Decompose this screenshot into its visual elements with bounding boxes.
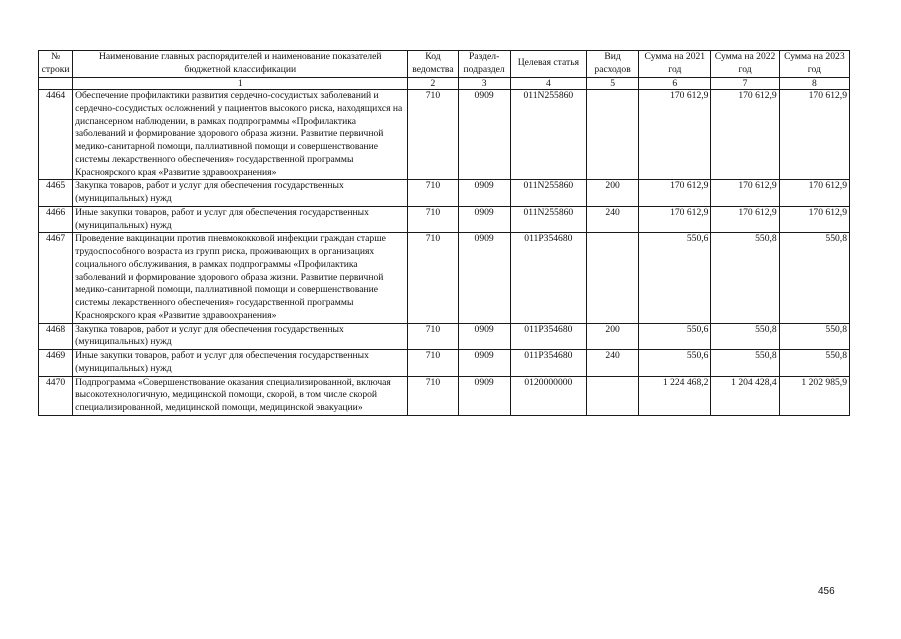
sum-2021: 170 612,9	[639, 180, 711, 207]
target-item: 011N255860	[510, 206, 586, 233]
row-number: 4470	[39, 376, 73, 415]
row-name: Закупка товаров, работ и услуг для обеспечения государственных (муниципальных) нужд	[73, 323, 408, 350]
header-section: Раздел-подраздел	[458, 51, 510, 78]
header-target-item: Целевая статья	[510, 51, 586, 78]
row-name: Проведение вакцинации против пневмококковой инфекции граждан старше трудоспособного возраста из групп риска, проживающих в организациях социального обслуживания, в рамках подпрограммы «Профилактика заболеваний и формирование здорового образа жизни. Развитие первичной медико-санитарной помощи, паллиативной помощи и совершенствование системы лекарственного обеспечения» государственной программы Красноярского края «Развитие здравоохранения»	[73, 233, 408, 323]
target-item: 011N255860	[510, 180, 586, 207]
column-number: 5	[587, 77, 639, 90]
budget-table	[38, 50, 850, 416]
column-number: 6	[639, 77, 711, 90]
header-sum-2022: Сумма на 2022 год	[711, 51, 779, 78]
header-sum-2023: Сумма на 2023 год	[779, 51, 849, 78]
sum-2023: 550,8	[779, 350, 849, 377]
table-row	[39, 323, 850, 350]
sum-2023: 550,8	[779, 323, 849, 350]
sum-2022: 170 612,9	[711, 180, 779, 207]
sum-2022: 1 204 428,4	[711, 376, 779, 415]
column-number-row	[39, 77, 850, 90]
header-department-code: Код ведомства	[408, 51, 458, 78]
target-item: 011N255860	[510, 90, 586, 180]
sum-2022: 550,8	[711, 323, 779, 350]
expense-type	[587, 233, 639, 323]
sum-2022: 550,8	[711, 233, 779, 323]
sum-2023: 550,8	[779, 233, 849, 323]
sum-2023: 170 612,9	[779, 206, 849, 233]
section-code: 0909	[458, 350, 510, 377]
row-name: Иные закупки товаров, работ и услуг для обеспечения государственных (муниципальных) нужд	[73, 350, 408, 377]
header-row	[39, 51, 850, 78]
section-code: 0909	[458, 376, 510, 415]
table-row	[39, 233, 850, 323]
sum-2022: 170 612,9	[711, 90, 779, 180]
header-expense-type: Вид расходов	[587, 51, 639, 78]
row-name: Подпрограмма «Совершенствование оказания специализированной, включая высокотехнологичную, медицинской помощи, скорой, в том числе скорой специализированной, медицинской помощи, медицинской эвакуации»	[73, 376, 408, 415]
department-code: 710	[408, 233, 458, 323]
sum-2021: 1 224 468,2	[639, 376, 711, 415]
row-number: 4465	[39, 180, 73, 207]
sum-2021: 550,6	[639, 233, 711, 323]
table-row	[39, 376, 850, 415]
header-name: Наименование главных распорядителей и наименование показателей бюджетной классификации	[73, 51, 408, 78]
department-code: 710	[408, 350, 458, 377]
target-item: 0120000000	[510, 376, 586, 415]
header-sum-2021: Сумма на 2021 год	[639, 51, 711, 78]
row-number: 4468	[39, 323, 73, 350]
sum-2023: 1 202 985,9	[779, 376, 849, 415]
section-code: 0909	[458, 233, 510, 323]
expense-type	[587, 90, 639, 180]
sum-2022: 170 612,9	[711, 206, 779, 233]
table-row	[39, 206, 850, 233]
department-code: 710	[408, 323, 458, 350]
row-number: 4467	[39, 233, 73, 323]
department-code: 710	[408, 376, 458, 415]
row-name: Обеспечение профилактики развития сердечно-сосудистых заболеваний и сердечно-сосудистых осложнений у пациентов высокого риска, находящихся на диспансерном наблюдении, в рамках подпрограммы «Профилактика заболеваний и формирование здорового образа жизни. Развитие первичной медико-санитарной помощи, паллиативной помощи и совершенствование системы лекарственного обеспечения» государственной программы Красноярского края «Развитие здравоохранения»	[73, 90, 408, 180]
sum-2023: 170 612,9	[779, 90, 849, 180]
table-header	[39, 51, 850, 90]
expense-type: 240	[587, 350, 639, 377]
section-code: 0909	[458, 180, 510, 207]
table-body	[39, 90, 850, 416]
expense-type: 200	[587, 323, 639, 350]
sum-2022: 550,8	[711, 350, 779, 377]
column-number: 1	[73, 77, 408, 90]
column-number: 8	[779, 77, 849, 90]
section-code: 0909	[458, 90, 510, 180]
table-row	[39, 180, 850, 207]
column-number	[39, 77, 73, 90]
column-number: 2	[408, 77, 458, 90]
row-name: Иные закупки товаров, работ и услуг для обеспечения государственных (муниципальных) нужд	[73, 206, 408, 233]
page-number: 456	[818, 586, 835, 597]
section-code: 0909	[458, 206, 510, 233]
sum-2021: 550,6	[639, 350, 711, 377]
sum-2023: 170 612,9	[779, 180, 849, 207]
expense-type: 240	[587, 206, 639, 233]
table-row	[39, 350, 850, 377]
department-code: 710	[408, 180, 458, 207]
department-code: 710	[408, 206, 458, 233]
expense-type: 200	[587, 180, 639, 207]
department-code: 710	[408, 90, 458, 180]
row-number: 4469	[39, 350, 73, 377]
column-number: 4	[510, 77, 586, 90]
column-number: 7	[711, 77, 779, 90]
sum-2021: 170 612,9	[639, 206, 711, 233]
sum-2021: 170 612,9	[639, 90, 711, 180]
target-item: 011P354680	[510, 233, 586, 323]
sum-2021: 550,6	[639, 323, 711, 350]
row-number: 4464	[39, 90, 73, 180]
table-row	[39, 90, 850, 180]
target-item: 011P354680	[510, 350, 586, 377]
header-row-number: № строки	[39, 51, 73, 78]
row-number: 4466	[39, 206, 73, 233]
column-number: 3	[458, 77, 510, 90]
target-item: 011P354680	[510, 323, 586, 350]
expense-type	[587, 376, 639, 415]
row-name: Закупка товаров, работ и услуг для обеспечения государственных (муниципальных) нужд	[73, 180, 408, 207]
section-code: 0909	[458, 323, 510, 350]
